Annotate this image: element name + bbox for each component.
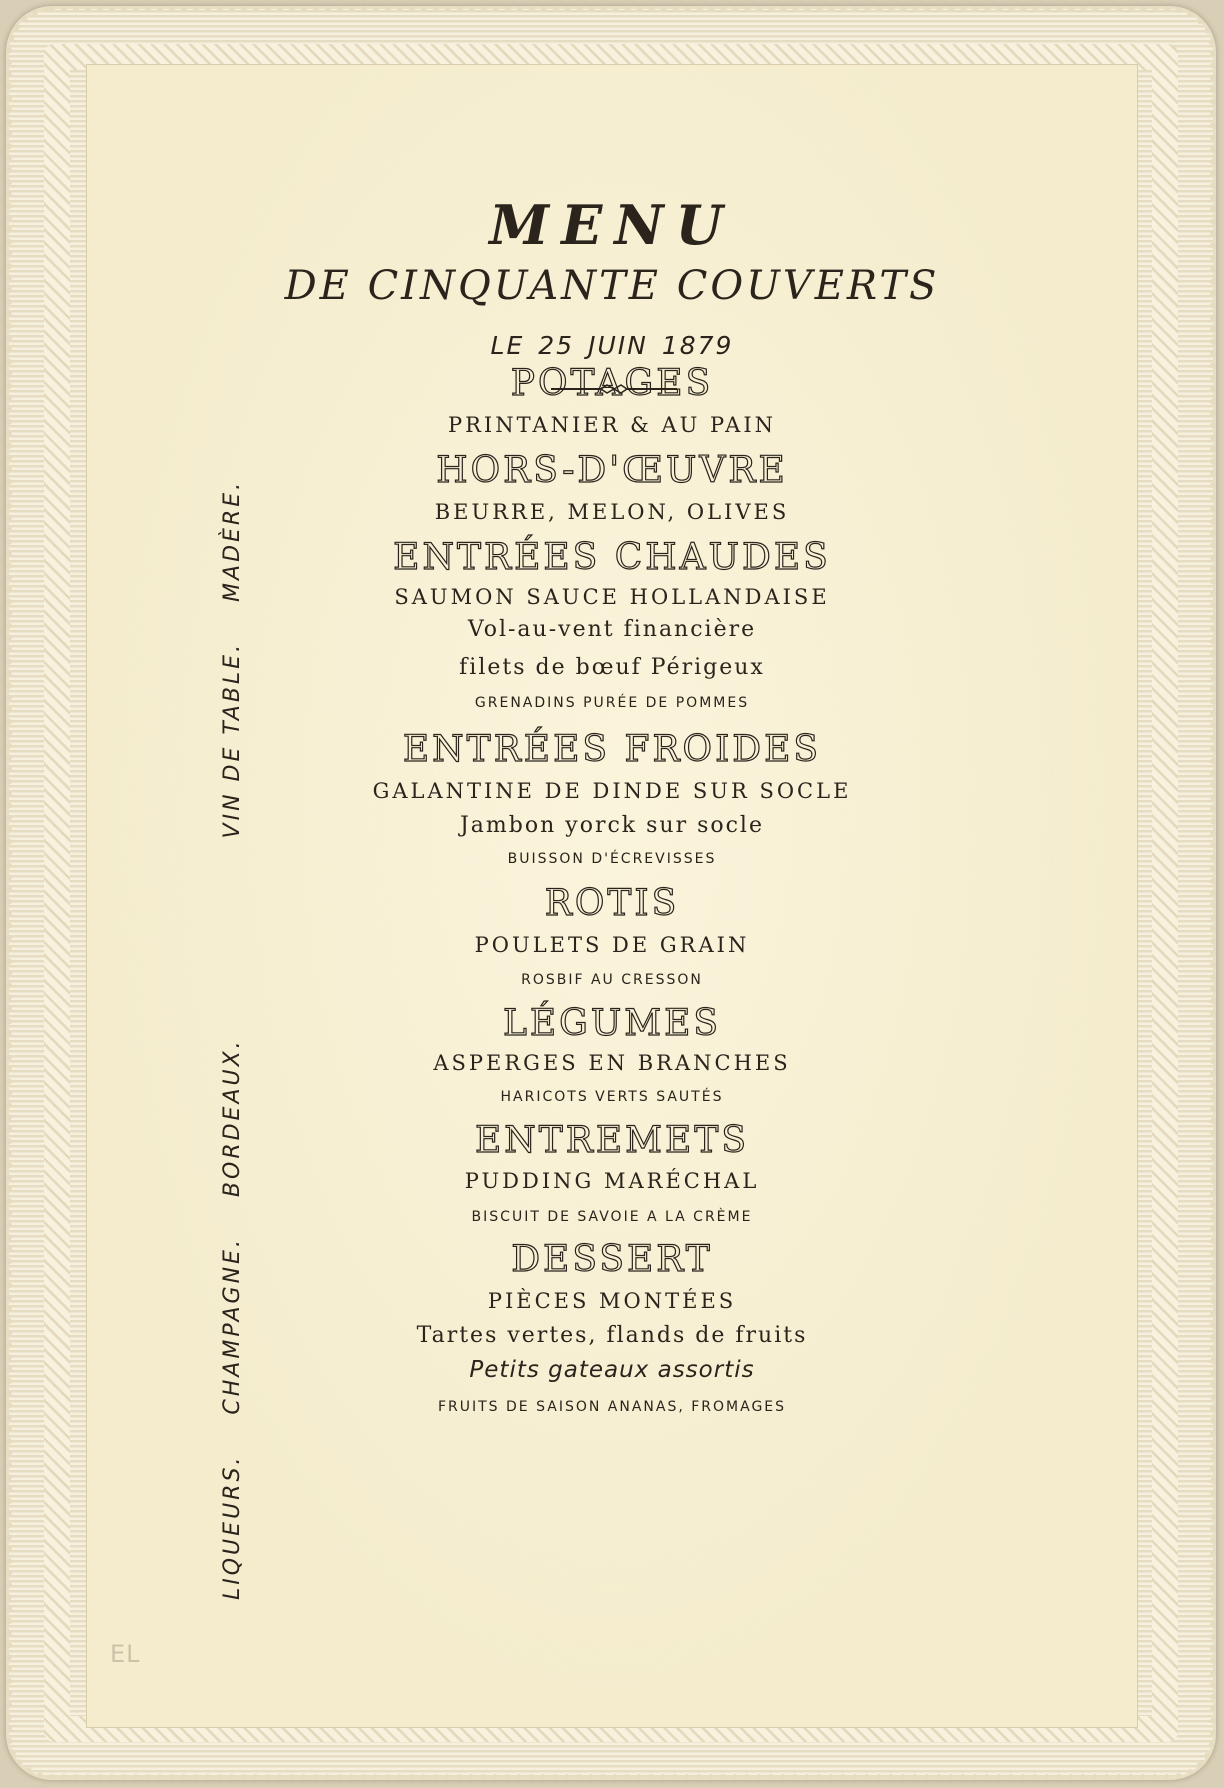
menu-item: Tartes vertes, flands de fruits [416,1323,808,1348]
menu-item: POULETS DE GRAIN [474,933,750,957]
wine-list-text: LIQUEURS. CHAMPAGNE. BORDEAUX. VIN DE TABLE. MADÈRE. [220,479,245,1600]
section-title-entrees-froides: ENTRÉES FROIDES [402,729,822,770]
section-title-dessert: DESSERT [511,1239,713,1280]
date-year: 1879 [661,331,734,360]
menu-subtitle: DE CINQUANTE COUVERTS [284,263,940,309]
menu-date [87,331,1137,360]
menu-item: BEURRE, MELON, OLIVES [434,500,790,524]
menu-item: PUDDING MARÉCHAL [464,1169,760,1193]
date-month: JUIN [588,331,648,360]
date-prefix: LE [490,331,525,360]
section-title-entremets: ENTREMETS [475,1120,749,1161]
section-title-rotis: ROTIS [544,883,680,924]
menu-item: PIÈCES MONTÉES [487,1289,737,1313]
menu-item: Jambon yorck sur socle [459,813,764,838]
section-title-potages: POTAGES [510,363,714,404]
date-day: 25 [538,331,575,360]
menu-item: HARICOTS VERTS SAUTÉS [500,1089,724,1105]
menu-item: filets de bœuf Périgeux [459,655,765,680]
menu-item: SAUMON SAUCE HOLLANDAISE [394,585,830,609]
menu-item: PRINTANIER & AU PAIN [447,413,777,437]
menu-item: FRUITS DE SAISON ANANAS, FROMAGES [437,1399,787,1415]
menu-item: ASPERGES EN BRANCHES [433,1051,791,1075]
menu-item: GALANTINE DE DINDE SUR SOCLE [372,779,852,803]
maker-mark: EL [110,1640,141,1668]
menu-item: BISCUIT DE SAVOIE A LA CRÈME [471,1209,753,1225]
section-title-legumes: LÉGUMES [502,1003,722,1044]
menu-item: GRENADINS PURÉE DE POMMES [474,695,750,711]
section-title-entrees-chaudes: ENTRÉES CHAUDES [393,537,831,578]
menu-item: BUISSON D'ÉCREVISSES [507,851,717,867]
menu-item: Vol-au-vent financière [467,617,757,642]
menu-title: MENU [489,193,735,257]
menu-item: ROSBIF AU CRESSON [521,972,703,988]
menu-item: Petits gateaux assortis [469,1357,755,1383]
section-title-hors-doeuvre: HORS-D'ŒUVRE [436,450,788,491]
